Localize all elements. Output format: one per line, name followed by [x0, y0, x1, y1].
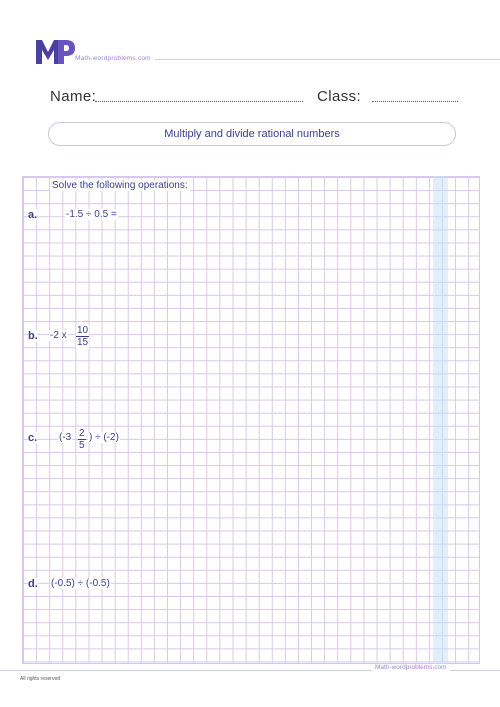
grid-highlight-strip	[433, 176, 448, 664]
name-label: Name:	[50, 88, 97, 105]
question-d-letter: d.	[28, 578, 38, 590]
question-c-suffix: ) ÷ (-2)	[89, 432, 119, 443]
worksheet-title: Multiply and divide rational numbers	[48, 122, 456, 146]
question-c-letter: c.	[28, 432, 38, 444]
footer-site-name: Math-wordproblems.com	[372, 664, 450, 671]
student-info-row	[0, 88, 500, 108]
rights-notice: All rights reserved	[20, 676, 61, 682]
question-c-prefix: (-3	[59, 432, 72, 443]
name-field[interactable]	[95, 101, 303, 102]
question-b-denominator: 15	[77, 337, 89, 348]
grid-paper	[22, 176, 480, 664]
class-label: Class:	[317, 88, 362, 105]
question-c-numerator: 2	[79, 428, 85, 439]
question-b-letter: b.	[28, 330, 38, 342]
class-field[interactable]	[372, 101, 458, 102]
question-d-text: (-0.5) ÷ (-0.5)	[51, 578, 110, 589]
question-b-prefix: -2 x	[50, 330, 67, 341]
question-c-fraction	[78, 428, 86, 452]
header-divider	[155, 59, 500, 60]
question-a-text: -1.5 ÷ 0.5 =	[66, 209, 117, 220]
mp-logo	[36, 38, 76, 64]
site-name: Math-wordproblems.com	[75, 55, 151, 62]
question-c-denominator: 5	[79, 440, 85, 451]
instructions: Solve the following operations:	[52, 180, 188, 191]
question-a-letter: a.	[28, 209, 38, 221]
question-b-fraction	[76, 325, 89, 349]
question-b-numerator: 10	[77, 325, 89, 336]
